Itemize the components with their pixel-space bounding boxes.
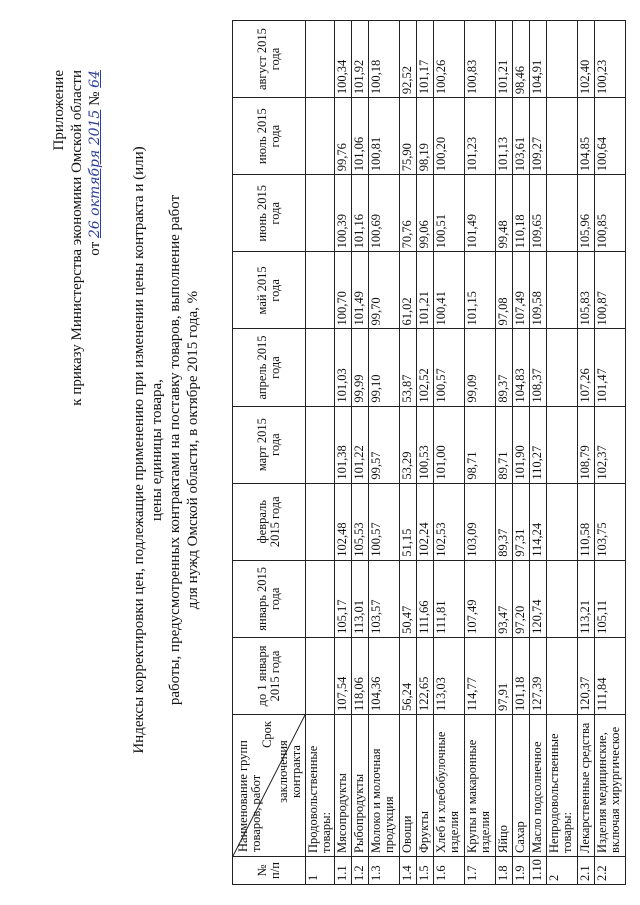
index-value-cell: 99,48 xyxy=(496,175,513,252)
index-value-cell: 104,83 xyxy=(513,329,530,406)
row-name: Масло подсолнечное xyxy=(530,715,547,857)
index-value-cell: 100,41 xyxy=(434,252,465,329)
index-value-cell: 93,47 xyxy=(496,560,513,637)
table-row xyxy=(513,21,530,885)
table-row xyxy=(595,21,626,885)
index-value-cell: 103,09 xyxy=(465,483,496,560)
index-value-cell: 101,92 xyxy=(352,21,369,98)
row-number: 2.2 xyxy=(595,857,626,885)
row-number: 2 xyxy=(547,857,578,885)
index-value-cell: 100,34 xyxy=(335,21,352,98)
index-value-cell: 51,15 xyxy=(400,483,417,560)
row-name: Непродовольственные товары: xyxy=(547,715,578,857)
row-number: 1.1 xyxy=(335,857,352,885)
index-value-cell: 105,17 xyxy=(335,560,352,637)
index-value-cell: 111,84 xyxy=(595,637,626,714)
header-period: апрель 2015 года xyxy=(233,329,306,406)
index-value-cell: 99,10 xyxy=(369,329,400,406)
header-date-line xyxy=(86,70,104,406)
header-period: июль 2015 года xyxy=(233,98,306,175)
index-value-cell: 99,06 xyxy=(417,175,434,252)
header-name-cell xyxy=(233,715,306,857)
index-value-cell xyxy=(306,329,335,406)
index-value-cell: 99,57 xyxy=(369,406,400,483)
index-value-cell: 114,77 xyxy=(465,637,496,714)
index-value-cell: 99,70 xyxy=(369,252,400,329)
index-value-cell xyxy=(547,329,578,406)
index-value-cell: 100,64 xyxy=(595,98,626,175)
index-value-cell: 70,76 xyxy=(400,175,417,252)
row-name: Овощи xyxy=(400,715,417,857)
table-row xyxy=(306,21,335,885)
index-value-cell xyxy=(306,483,335,560)
index-value-cell: 107,26 xyxy=(578,329,595,406)
index-value-cell: 101,06 xyxy=(352,98,369,175)
index-value-cell: 61,02 xyxy=(400,252,417,329)
index-value-cell: 100,23 xyxy=(595,21,626,98)
index-value-cell: 100,51 xyxy=(434,175,465,252)
row-name: Мясопродукты xyxy=(335,715,352,857)
header-period: январь 2015 года xyxy=(233,560,306,637)
index-value-cell: 107,49 xyxy=(513,252,530,329)
table-header-row xyxy=(233,21,306,885)
index-value-cell: 107,49 xyxy=(465,560,496,637)
index-value-cell: 101,49 xyxy=(465,175,496,252)
index-value-cell: 111,81 xyxy=(434,560,465,637)
index-value-cell: 105,96 xyxy=(578,175,595,252)
header-num: № п/п xyxy=(233,857,306,885)
header-period: март 2015 года xyxy=(233,406,306,483)
index-value-cell: 111,66 xyxy=(417,560,434,637)
row-number: 1.2 xyxy=(352,857,369,885)
index-value-cell xyxy=(547,252,578,329)
index-value-cell: 102,53 xyxy=(434,483,465,560)
header-order-ref: к приказу Министерства экономики Омской области xyxy=(69,70,85,406)
table-row xyxy=(530,21,547,885)
index-value-cell: 98,71 xyxy=(465,406,496,483)
index-value-cell xyxy=(306,560,335,637)
index-value-cell: 101,23 xyxy=(465,98,496,175)
index-value-cell: 104,91 xyxy=(530,21,547,98)
index-value-cell: 109,27 xyxy=(530,98,547,175)
row-name: Сахар xyxy=(513,715,530,857)
index-value-cell: 105,83 xyxy=(578,252,595,329)
index-value-cell: 50,47 xyxy=(400,560,417,637)
index-value-cell: 103,61 xyxy=(513,98,530,175)
index-value-cell: 100,39 xyxy=(335,175,352,252)
table-row xyxy=(496,21,513,885)
index-value-cell: 101,21 xyxy=(496,21,513,98)
row-name: Фрукты xyxy=(417,715,434,857)
row-name: Молоко и молочная продукция xyxy=(369,715,400,857)
index-value-cell xyxy=(306,637,335,714)
index-value-cell: 101,38 xyxy=(335,406,352,483)
index-value-cell: 100,69 xyxy=(369,175,400,252)
index-value-cell: 101,03 xyxy=(335,329,352,406)
index-value-cell: 108,37 xyxy=(530,329,547,406)
index-value-cell: 101,22 xyxy=(352,406,369,483)
index-value-cell: 101,13 xyxy=(496,98,513,175)
index-value-cell: 105,53 xyxy=(352,483,369,560)
index-value-cell: 109,58 xyxy=(530,252,547,329)
index-value-cell: 118,06 xyxy=(352,637,369,714)
table-row xyxy=(369,21,400,885)
index-value-cell: 102,24 xyxy=(417,483,434,560)
index-value-cell xyxy=(547,21,578,98)
row-name: Продовольственные товары: xyxy=(306,715,335,857)
index-value-cell: 120,37 xyxy=(578,637,595,714)
index-value-cell: 100,83 xyxy=(465,21,496,98)
title-line-3: для нужд Омской области, в октябре 2015 года, % xyxy=(185,290,201,610)
row-number: 2.1 xyxy=(578,857,595,885)
index-value-cell: 101,90 xyxy=(513,406,530,483)
row-name: Хлеб и хлебобулочные изделия xyxy=(434,715,465,857)
index-value-cell: 110,27 xyxy=(530,406,547,483)
row-name: Яйцо xyxy=(496,715,513,857)
index-value-cell: 103,75 xyxy=(595,483,626,560)
header-name-bottom: заключения контракта xyxy=(276,740,303,803)
header-name-top: Наименование групп товаров, работ xyxy=(236,740,263,852)
table-row xyxy=(465,21,496,885)
index-value-cell: 108,79 xyxy=(578,406,595,483)
index-value-cell xyxy=(547,98,578,175)
index-value-cell xyxy=(306,98,335,175)
index-value-cell: 99,76 xyxy=(335,98,352,175)
index-value-cell: 101,00 xyxy=(434,406,465,483)
header-period: февраль 2015 года xyxy=(233,483,306,560)
index-value-cell xyxy=(547,560,578,637)
index-value-cell: 97,20 xyxy=(513,560,530,637)
index-value-cell: 101,47 xyxy=(595,329,626,406)
index-value-cell: 98,19 xyxy=(417,98,434,175)
table-body xyxy=(306,21,626,885)
index-value-cell: 102,37 xyxy=(595,406,626,483)
row-number: 1 xyxy=(306,857,335,885)
index-value-cell: 101,15 xyxy=(465,252,496,329)
title-line-1: Индексы корректировки цен, подлежащие применению при изменении цены контракта и (или) цены единицы товара, xyxy=(131,146,165,754)
index-value-cell: 113,01 xyxy=(352,560,369,637)
row-number: 1.3 xyxy=(369,857,400,885)
index-value-cell: 92,52 xyxy=(400,21,417,98)
index-value-cell: 100,20 xyxy=(434,98,465,175)
document-title xyxy=(130,145,202,755)
index-value-cell: 100,70 xyxy=(335,252,352,329)
row-name: Рыбопродукты xyxy=(352,715,369,857)
index-value-cell xyxy=(547,406,578,483)
row-number: 1.10 xyxy=(530,857,547,885)
index-value-cell: 107,54 xyxy=(335,637,352,714)
header-period: до 1 января 2015 года xyxy=(233,637,306,714)
index-value-cell: 101,16 xyxy=(352,175,369,252)
index-value-cell: 97,91 xyxy=(496,637,513,714)
row-number: 1.5 xyxy=(417,857,434,885)
header-number-prefix: № xyxy=(87,91,103,106)
row-number: 1.7 xyxy=(465,857,496,885)
header-period: август 2015 года xyxy=(233,21,306,98)
index-value-cell: 56,24 xyxy=(400,637,417,714)
index-value-cell: 53,87 xyxy=(400,329,417,406)
index-value-cell xyxy=(547,175,578,252)
handwritten-date: 26 октября 2015 xyxy=(87,109,103,239)
index-value-cell: 75,90 xyxy=(400,98,417,175)
row-number: 1.9 xyxy=(513,857,530,885)
table-row xyxy=(400,21,417,885)
index-value-cell: 113,21 xyxy=(578,560,595,637)
index-value-cell: 110,58 xyxy=(578,483,595,560)
table-row xyxy=(547,21,578,885)
index-value-cell: 104,85 xyxy=(578,98,595,175)
header-period: июнь 2015 года xyxy=(233,175,306,252)
index-value-cell: 101,18 xyxy=(513,637,530,714)
header-name-right: Срок xyxy=(260,721,274,748)
index-value-cell: 122,65 xyxy=(417,637,434,714)
index-value-cell: 102,40 xyxy=(578,21,595,98)
index-value-cell: 127,39 xyxy=(530,637,547,714)
handwritten-number: 64 xyxy=(87,70,103,88)
index-value-cell: 100,57 xyxy=(434,329,465,406)
index-value-cell xyxy=(306,175,335,252)
index-value-cell: 114,24 xyxy=(530,483,547,560)
index-value-cell: 89,37 xyxy=(496,483,513,560)
header-date-prefix: от xyxy=(87,241,103,256)
index-value-cell: 100,53 xyxy=(417,406,434,483)
index-value-cell: 100,85 xyxy=(595,175,626,252)
index-value-cell: 99,09 xyxy=(465,329,496,406)
table-row xyxy=(335,21,352,885)
index-value-cell: 97,31 xyxy=(513,483,530,560)
row-name: Изделия медицинские, включая хирургическое xyxy=(595,715,626,857)
index-value-cell xyxy=(547,637,578,714)
header-appendix-label: Приложение xyxy=(51,70,67,151)
index-value-cell: 101,49 xyxy=(352,252,369,329)
index-value-cell: 103,57 xyxy=(369,560,400,637)
index-value-cell: 110,18 xyxy=(513,175,530,252)
table-row xyxy=(417,21,434,885)
index-value-cell: 97,08 xyxy=(496,252,513,329)
header-period: май 2015 года xyxy=(233,252,306,329)
index-value-cell xyxy=(306,21,335,98)
index-value-cell: 105,11 xyxy=(595,560,626,637)
table-row xyxy=(434,21,465,885)
index-value-cell: 89,37 xyxy=(496,329,513,406)
index-value-cell: 113,03 xyxy=(434,637,465,714)
index-value-cell: 100,81 xyxy=(369,98,400,175)
row-name: Крупы и макаронные изделия xyxy=(465,715,496,857)
row-number: 1.6 xyxy=(434,857,465,885)
index-value-cell: 98,46 xyxy=(513,21,530,98)
table-row xyxy=(578,21,595,885)
title-line-2: работы, предусмотренных контрактами на поставку товаров, выполнение работ xyxy=(167,194,183,706)
index-value-cell xyxy=(306,252,335,329)
row-number: 1.4 xyxy=(400,857,417,885)
index-value-cell: 99,99 xyxy=(352,329,369,406)
index-value-cell: 120,74 xyxy=(530,560,547,637)
index-value-cell: 53,29 xyxy=(400,406,417,483)
index-value-cell: 89,71 xyxy=(496,406,513,483)
table-row xyxy=(352,21,369,885)
index-value-cell: 101,17 xyxy=(417,21,434,98)
row-number: 1.8 xyxy=(496,857,513,885)
index-value-cell: 100,57 xyxy=(369,483,400,560)
index-value-cell: 102,52 xyxy=(417,329,434,406)
index-value-cell xyxy=(306,406,335,483)
index-value-cell: 100,26 xyxy=(434,21,465,98)
index-value-cell xyxy=(547,483,578,560)
index-value-cell: 102,48 xyxy=(335,483,352,560)
index-value-cell: 100,87 xyxy=(595,252,626,329)
index-value-cell: 100,18 xyxy=(369,21,400,98)
row-name: Лекарственные средства xyxy=(578,715,595,857)
document-header xyxy=(50,70,104,406)
index-value-cell: 101,21 xyxy=(417,252,434,329)
index-value-cell: 109,65 xyxy=(530,175,547,252)
index-value-cell: 104,36 xyxy=(369,637,400,714)
index-table xyxy=(232,20,626,885)
